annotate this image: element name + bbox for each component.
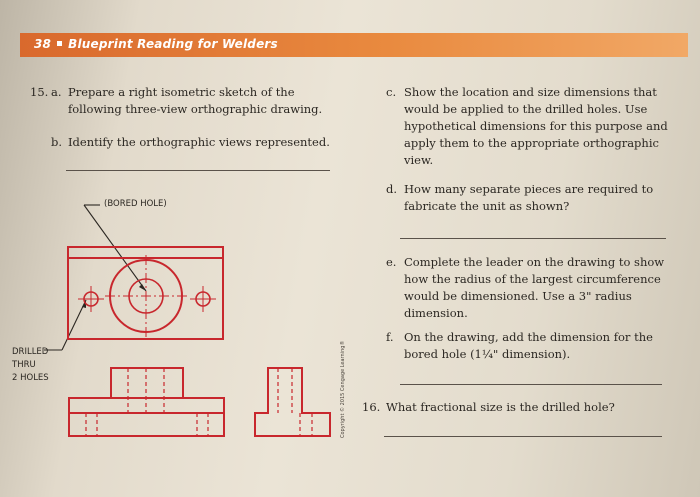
drilled-leader-line xyxy=(62,300,86,350)
q15d-line1: How many separate pieces are required to xyxy=(404,182,654,196)
copyright-notice: Copyright © 2015 Cengage Learning® xyxy=(340,340,346,438)
front-view-upright xyxy=(111,368,183,398)
question-16-text: What fractional size is the drilled hole? xyxy=(386,400,615,414)
bored-hole-label: (BORED HOLE) xyxy=(104,199,167,209)
q15c-line2: would be applied to the drilled holes. Use xyxy=(404,102,648,116)
q15c-label: c. xyxy=(386,85,397,99)
q15e-label: e. xyxy=(386,255,397,269)
q15c-line3: hypothetical dimensions for this purpose and xyxy=(404,119,668,133)
q15f-label: f. xyxy=(386,330,394,344)
q15f-line1: On the drawing, add the dimension for the xyxy=(404,330,653,344)
q15d-line2: fabricate the unit as shown? xyxy=(404,199,570,213)
q15e-line4: dimension. xyxy=(404,306,468,320)
q15e-line2: how the radius of the largest circumference xyxy=(404,272,661,286)
q15c-line4: apply them to the appropriate orthographic xyxy=(404,136,659,150)
q15f-line2: bored hole (1¼" dimension). xyxy=(404,347,571,361)
q15c-line1: Show the location and size dimensions that xyxy=(404,85,657,99)
q15a-line1: Prepare a right isometric sketch of the xyxy=(68,85,295,99)
q15b-label: b. xyxy=(51,135,63,149)
q15e-line1: Complete the leader on the drawing to show xyxy=(404,255,665,269)
q15a-line2: following three-view orthographic drawing. xyxy=(68,102,323,116)
drilled-label-line2: THRU xyxy=(12,360,36,370)
bored-hole-arrowhead xyxy=(139,284,146,291)
question-15-number: 15. xyxy=(30,85,49,99)
question-16-number: 16. xyxy=(362,400,381,414)
drilled-label-line3: 2 HOLES xyxy=(12,373,49,383)
drilled-label-line1: DRILLED xyxy=(12,347,49,357)
q15d-label: d. xyxy=(386,182,398,196)
q15e-line3: would be dimensioned. Use a 3" radius xyxy=(404,289,632,303)
page-number: 38 xyxy=(34,37,52,51)
q15a-label: a. xyxy=(51,85,62,99)
q15b-line1: Identify the orthographic views represented. xyxy=(68,135,330,149)
book-title: Blueprint Reading for Welders xyxy=(68,37,278,51)
q15c-line5: view. xyxy=(404,153,434,167)
